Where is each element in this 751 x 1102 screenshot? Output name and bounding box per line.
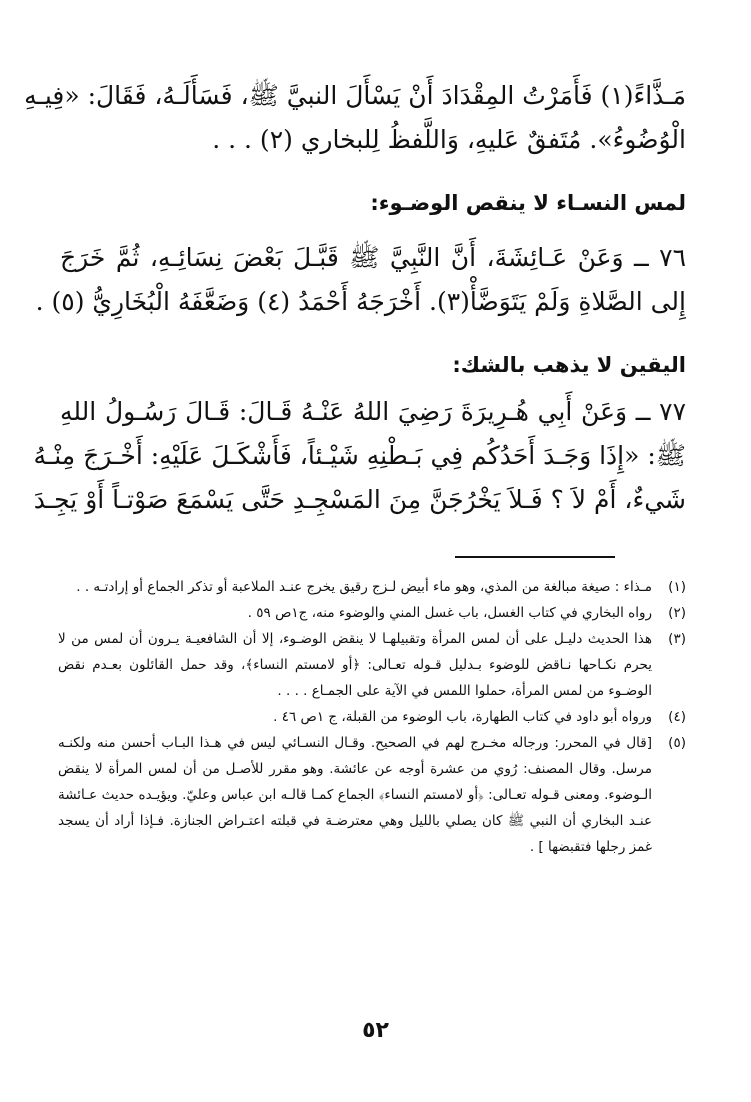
footnote-number: (٤) [668, 709, 686, 725]
footnote-text: [قال في المحرر: ورجاله مخـرج لهم في الصحيح. وقـال النسـائي ليس في هـذا البـاب أحسن منه ولكنـه مرسل. وقال المصنف: رُوي من عشرة أوجه عن عائشة. وهو مقرر للأصـل من أن لمس المرأة لا ينقض الـوضوء. ومعنى قـوله تعـالى: ﴿أو لامستم النساء﴾ الجماع كمـا قالـه ابن عباس وعليّ. ويؤيـده حديث عـائشة عنـد البخاري أن النبي ﷺ كان يصلي بالليل وهي معترضـة في قبلته اعتـراض الجنازة. فـإذا أراد أن يسجد غمز رجلها فتقبضها ] . [58, 735, 652, 855]
heading-text: اليقين لا يذهب بالشك: [452, 353, 686, 377]
section-heading-touching-women [60, 188, 686, 218]
hadith-77-line-3: شَيءٌ، أَمْ لاَ ؟ فَـلاَ يَخْرُجَنَّ مِنَ المَسْجِـدِ حَتَّى يَسْمَعَ صَوْتـاً أَوْ يَجِـدَ [33, 485, 686, 514]
footnote-number: (٢) [668, 605, 686, 621]
hadith-76 [35, 236, 686, 324]
footnote-2 [58, 600, 686, 626]
hadith-76-line-2: إِلى الصَّلاةِ وَلَمْ يَتَوَضَّأْ(٣). أَخْرَجَهُ أَحْمَدُ (٤) وَضَعَّفَهُ الْبُخَارِيُّ (٥) . [35, 287, 686, 316]
hadith-77 [33, 390, 686, 522]
footnote-text: ورواه أبو داود في كتاب الطهارة، باب الوضوء من القبلة، ج ١ص ٤٦ . [273, 709, 652, 725]
footnote-number: (١) [668, 579, 686, 595]
section-heading-certainty [60, 350, 686, 380]
footnote-3 [58, 626, 686, 704]
paragraph-1 [24, 74, 686, 162]
heading-text: لمس النسـاء لا ينقص الوضـوء: [370, 191, 686, 215]
footnote-number: (٣) [668, 631, 686, 647]
paragraph-1-line-1: مَـذَّاءً(١) فَأَمَرْتُ المِقْدَادَ أَنْ يَسْأَلَ النبيَّ ﷺ، فَسَأَلَـهُ، فَقَالَ: «فِيـهِ [24, 81, 686, 110]
footnote-text: مـذاء : صيغة مبالغة من المذي، وهو ماء أبيض لـزج رقيق يخرج عنـد الملاعبة أو تذكر الجماع أو إرادتـه . . [76, 579, 652, 595]
hadith-77-line-2: ﷺ: «إِذَا وَجَـدَ أَحَدُكُم فِي بَـطْنِهِ شَيْـئاً، فَأَشْكَـلَ عَلَيْهِ: أَخْـرَجَ مِنْـهُ [33, 441, 686, 470]
footnote-4 [58, 704, 686, 730]
hadith-76-line-1: ٧٦ ــ وَعَنْ عَـائِشَةَ، أَنَّ النَّبِيَّ ﷺ قَبَّـلَ بَعْضَ نِسَائِـهِ، ثُمَّ خَرَجَ [60, 243, 686, 272]
footnote-5 [58, 730, 686, 860]
footnote-number: (٥) [668, 735, 686, 751]
paragraph-1-line-2: الْوُضُوءُ». مُتَفقٌ عَليهِ، وَاللَّفظُ لِلبخاري (٢) . . . [212, 125, 686, 154]
footnote-1 [58, 574, 686, 600]
hadith-77-line-1: ٧٧ ــ وَعَنْ أَبِي هُـرِيرَةَ رَضِيَ اللهُ عَنْـهُ قَـالَ: قَـالَ رَسُـولُ اللهِ [60, 397, 686, 426]
footnote-separator [455, 556, 615, 558]
page-number: ٥٢ [362, 1018, 389, 1043]
footnote-text: هذا الحديث دليـل على أن لمس المرأة وتقبيلهـا لا ينقض الوضـوء، إلا أن الشافعيـة يـرون أن لمس من لا يحرم نكـاحها نـاقض للوضوء بـدليل قـوله تعـالى: ﴿أو لامستم النساء﴾، وقد حمل القائلون بعـدم نقض الوضـوء من لمس المرأة، حملوا اللمس في الآية على الجمـاع . . . . [58, 631, 652, 699]
footnotes [58, 574, 686, 860]
footnote-text: رواه البخاري في كتاب الغسل، باب غسل المني والوضوء منه، ج١ص ٥٩ . [247, 605, 652, 621]
